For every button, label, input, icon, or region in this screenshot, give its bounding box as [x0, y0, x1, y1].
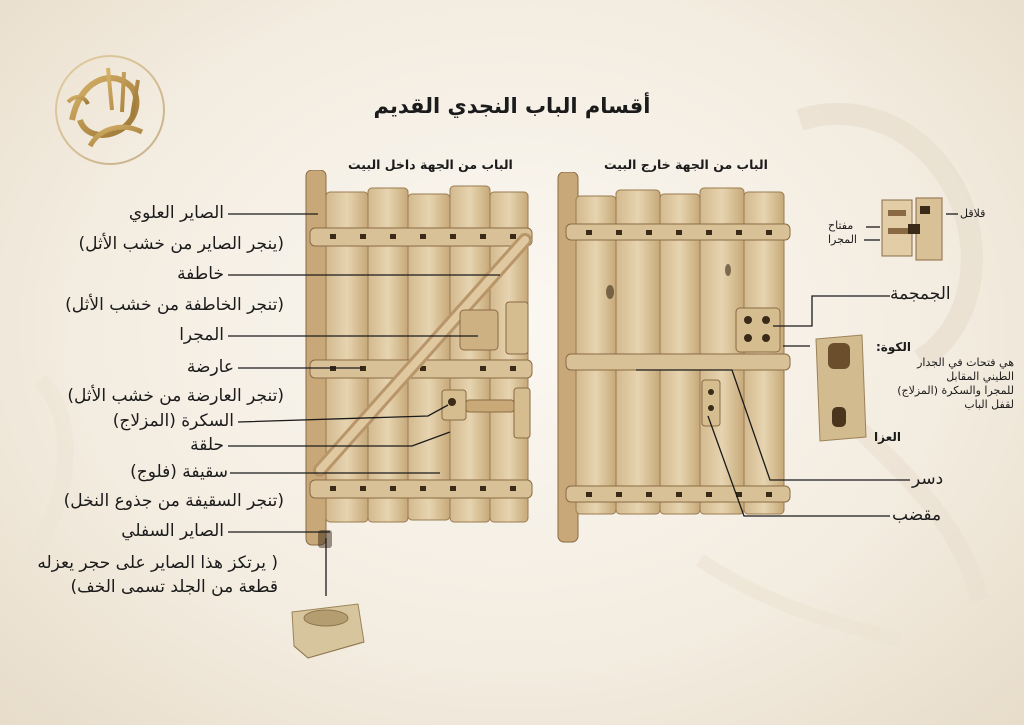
label-handle: مقضب	[892, 505, 942, 525]
label-bolt: السكرة (المزلاج)	[112, 411, 234, 431]
label-lower-pivot: الصاير السفلي	[121, 521, 224, 541]
label-wall-niche: العزا	[874, 430, 901, 444]
label-channel-small: المجرا	[828, 233, 857, 246]
niche-desc-line-1: هي فتحات في الجدار	[917, 356, 1014, 369]
label-latches: قلاقل	[960, 207, 986, 220]
page-title: أقسام الباب النجدي القديم	[373, 94, 651, 118]
leader-bolt	[238, 405, 448, 422]
note-upper-pivot: (ينجر الصاير من خشب الأثل)	[78, 234, 284, 254]
label-ring: حلقة	[190, 435, 224, 455]
niche-desc-line-2: الطيني المقابل	[946, 370, 1014, 383]
subtitle-outside: الباب من الجهة خارج البيت	[604, 157, 768, 172]
label-diagonal: خاطفة	[177, 264, 224, 284]
niche-description	[874, 356, 1014, 412]
note-crossbar: (تنجر العارضة من خشب الأثل)	[67, 386, 284, 406]
note-lower-pivot-1: ( يرتكز هذا الصاير على حجر يعزله	[37, 553, 278, 573]
niche-desc-line-3: للمجرا والسكرة (المزلاج)	[897, 384, 1014, 397]
leader-handle	[708, 416, 890, 516]
leader-ring	[228, 432, 450, 446]
leader-lock-box	[773, 296, 890, 326]
note-plank: (تنجر السقيفة من جذوع النخل)	[63, 491, 284, 511]
label-nail: دسر	[912, 469, 944, 489]
niche-desc-line-4: لقفل الباب	[964, 398, 1014, 411]
label-channel: المجرا	[179, 325, 224, 345]
subtitle-inside: الباب من الجهة داخل البيت	[348, 157, 513, 172]
note-diagonal: (تنجر الخاطفة من خشب الأثل)	[65, 295, 284, 315]
label-lock-box: الجمجمة	[890, 284, 951, 304]
label-key: مفتاح	[828, 219, 854, 232]
note-lower-pivot-2: قطعة من الجلد تسمى الخف)	[70, 577, 278, 597]
label-upper-pivot: الصاير العلوي	[128, 203, 224, 223]
label-niche-title: الكوة:	[876, 340, 912, 354]
leader-nail	[636, 370, 910, 480]
label-crossbar: عارضة	[186, 357, 234, 377]
label-plank: سقيفة (فلوج)	[130, 462, 228, 482]
